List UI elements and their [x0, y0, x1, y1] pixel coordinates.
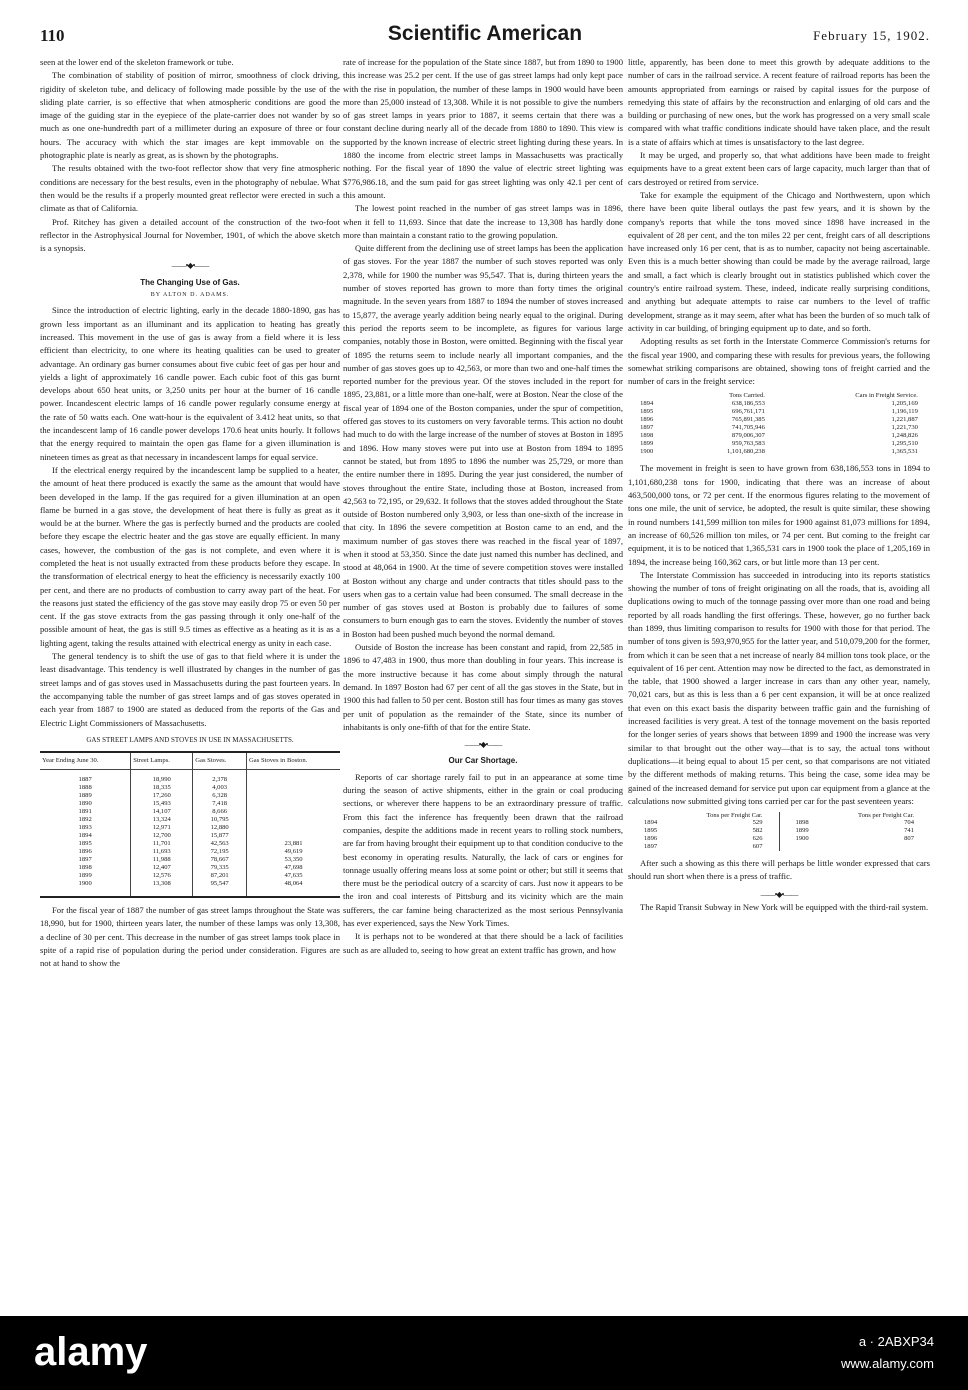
table-row — [40, 856, 340, 864]
paragraph: Outside of Boston the increase has been constant and rapid, from 22,585 in 1896 to 47,483 in 1900, thus more than doubling in four years. This increase is the more instructive because it has come about simply through the natural demand. In 1897 Boston had 67 per cent of all the gas stoves in the State, but in 1900 this had fallen to 50 per cent. Boston still has four times as many gas stoves per unit of population as the remainder of the State, since its number of inhabitants is only one-fifth of that for the entire State. — [343, 642, 623, 732]
table-cell: 18,335 — [131, 784, 193, 792]
table-cell: 959,763,583 — [731, 440, 765, 448]
column-header: Street Lamps. — [131, 752, 193, 770]
table-row — [644, 827, 763, 835]
table-row — [640, 408, 918, 416]
table-cell: 2,378 — [193, 770, 247, 785]
table-row — [40, 864, 340, 872]
table-cell: 13,308 — [131, 880, 193, 897]
table-cell: 1,295,510 — [891, 440, 918, 448]
table-row — [640, 416, 918, 424]
paragraph: Since the introduction of electric lighting, early in the decade 1880-1890, gas has grown less important as an illuminant and its application to heating has greatly increased. This movement in the use of gas is away from a field where it is less efficient than electricity, to one where its heating qualities can be used to greater advantage. An ordinary gas burner consumes about five cubic feet of gas per hour and yields a light of approximately 16 candle power. Each cubic foot of this gas burnt develops about 650 heat units, or 3,250 units per hour at the burner of 16 candle power. Incandescent electric lamps of 16 candle power regularly consume energy at the rate of 50 watts each. One watt-hour is the equivalent of 3.412 heat units, so that the incandescent lamp of 16 candle power develops 170.6 heat units hourly. It follows that the energy required to maintain the open gas flame for a given illumination is nineteen times as great as that necessary in incandescent lamps for equal service. — [40, 305, 340, 462]
table-cell: 4,003 — [193, 784, 247, 792]
table-row — [644, 819, 763, 827]
paragraph: seen at the lower end of the skeleton framework or tube. — [40, 57, 234, 67]
table-cell: 12,407 — [131, 864, 193, 872]
byline: BY ALTON D. ADAMS. — [150, 292, 230, 299]
table-cell: 6,328 — [193, 792, 247, 800]
table-cell: 1,221,887 — [891, 416, 918, 424]
table-row — [40, 848, 340, 856]
tons-value: 607 — [752, 843, 763, 851]
column-header: Year Ending June 30. — [40, 752, 131, 770]
table-cell: 1891 — [40, 808, 131, 816]
table-cell: 7,418 — [193, 800, 247, 808]
page-header — [40, 22, 930, 52]
paragraph: The results obtained with the two-foot reflector show that very fine atmospheric conditions are necessary for the best results, even in the photography of nebulae. What then would be the results if a properly mounted great reflector were erected in such a climate as that of California. — [40, 163, 340, 214]
table-cell: 1890 — [40, 800, 131, 808]
table-row — [640, 448, 918, 456]
table-cell: 12,880 — [193, 824, 247, 832]
paragraph: For the fiscal year of 1887 the number of gas street lamps throughout the State was 18,990, but for 1900, thirteen years later, the number of these lamps was only 13,308, a decline of 30 per cent. This decrease in the number of gas street lamps took place in spite of a rapid rise of population during the period under consideration. Figures are not at hand to show the — [40, 905, 340, 969]
paragraph: Adopting results as set forth in the Interstate Commerce Commission's returns for the fiscal year 1900, and comparing these with results for previous years, the following somewhat striking comparisons are obtained, showing tons of freight carried and the number of cars in the freight service: — [628, 336, 930, 387]
table-cell — [247, 792, 340, 800]
paragraph: Prof. Ritchey has given a detailed account of the construction of the two-foot reflector in the Astrophysical Journal for November, 1901, of which the above sketch is a synopsis. — [40, 216, 340, 254]
table-cell: 1894 — [40, 832, 131, 840]
table-cell: 14,107 — [131, 808, 193, 816]
table-cell: 1895 — [40, 840, 131, 848]
table-cell: 1,365,531 — [891, 448, 918, 456]
table-cell: 1,221,730 — [891, 424, 918, 432]
table-cell: 12,576 — [131, 872, 193, 880]
table-row — [40, 816, 340, 824]
freight-table — [640, 392, 918, 456]
article-title: The Changing Use of Gas. — [140, 277, 240, 287]
table-row — [40, 792, 340, 800]
table-cell: 1,248,826 — [891, 432, 918, 440]
table-cell — [247, 808, 340, 816]
column-header: Tons per Freight Car. — [858, 812, 914, 820]
masthead: Scientific American — [387, 22, 583, 45]
table-cell: 78,667 — [193, 856, 247, 864]
tons-per-car-table — [628, 812, 930, 851]
paragraph: Quite different from the declining use of street lamps has been the application of gas stoves. For the year 1887 the number of such stoves reported was only 2,378, while for 1900 the number was 95,547. That is, during thirteen years the number of stoves reported has grown to more than forty times the original magnitude. In the seven years from 1887 to 1894 the number of stoves increased to 15,877, the average yearly addition being nearly equal to the original. During this period the reports seem to be incomplete, as figures for various large companies, notably those in Boston, were omitted. Beginning with the fiscal year of 1895 the returns seem to include nearly all important companies, and the number of gas stoves goes up to 42,563, or more than two and one-half times the reported number for the previous year. Of the stoves included in the report for 1895, 23,881, or a little more than one-half, were at Boston. Near the close of the fiscal year of 1894 one of the Boston companies, under the spur of competition, offered gas stoves to its customers on very favorable terms. This action no doubt had much to do with the large increase of the number of stoves at Boston in 1895 and 1896. How many stoves were put into use at Boston from 1894 to 1895 cannot be stated, but from 1895 to 1896 the number was 25,729, or more than the entire number there in 1895. During the year just considered, the number of stoves throughout the entire State, including those at Boston, increased from 42,563 to 72,195, or 29,632. It follows that the stoves added throughout the State outside of Boston numbered only 3,903, or less than one-sixth of the increase in that city. In 1896 the severe competition at Boston came to an end, and the maximum number of gas stoves there was reached in the fiscal year of 1897, when it stood at 53,350. Since the date just named this number has declined, and stood at 48,064 in 1900. At the time of severe competition stoves were installed at Boston without any charge and under contracts that titles should pass to the users when gas to a certain value had been consumed. The small decrease in the number of gas stoves used at Boston is probably due to failures of some consumers to burn enough gas to earn the stoves. Evidently the number of stoves in Boston had been pushed much beyond the normal demand. — [343, 243, 623, 639]
table-row — [40, 840, 340, 848]
table-cell: 1889 — [40, 792, 131, 800]
table-cell: 1,205,169 — [891, 400, 918, 408]
table-cell: 879,006,307 — [731, 432, 765, 440]
table-cell: 15,493 — [131, 800, 193, 808]
table-cell: 42,563 — [193, 840, 247, 848]
table-cell: 1897 — [40, 856, 131, 864]
table-row — [796, 827, 915, 835]
column-header: Cars in Freight Service. — [855, 392, 918, 400]
paragraph: It is perhaps not to be wondered at that there should be a lack of facilities such as are alluded to, seeing to how great an extent traffic has grown, and how — [343, 931, 623, 955]
table-cell: 1898 — [40, 864, 131, 872]
paragraph: Take for example the equipment of the Chicago and Northwestern, upon which there have been quite liberal outlays the past few years, and it is shown by the company's reports that while the tons moved since 1898 have increased in the equivalent of 28 per cent, and the ton miles 22 per cent, freight cars of all descriptions have increased only 16 per cent, that is as to number, capacity not being ascertainable. Even this is a much better showing than could be made by the average railroad, large and small, a fact which is clearly brought out in statistics published which cover the country's entire railroad system. These, indeed, indicate really surprising conditions, and anything but adequate attempts to raise car numbers to the level of traffic development, strange as it may seem, after what has been the burden of so much talk of activity in car building, of bringing equipment up to date, and so forth. — [628, 189, 930, 333]
table-row — [644, 835, 763, 843]
table-cell: 47,635 — [284, 872, 303, 880]
table-row — [640, 440, 918, 448]
table-row — [640, 432, 918, 440]
year: 1900 — [795, 835, 809, 843]
table-cell — [247, 832, 340, 840]
column-3 — [628, 56, 930, 914]
table-cell: 1897 — [640, 424, 654, 432]
table-cell: 1892 — [40, 816, 131, 824]
year: 1898 — [795, 819, 809, 827]
watermark-band — [0, 1316, 968, 1390]
table-row — [40, 800, 340, 808]
paragraph: The Rapid Transit Subway in New York will be equipped with the third-rail system. — [640, 902, 929, 913]
column-2 — [343, 56, 623, 957]
table-cell: 696,761,171 — [731, 408, 765, 416]
table-cell: 15,877 — [193, 832, 247, 840]
column-header: Gas Stoves in Boston. — [247, 752, 340, 770]
year: 1896 — [644, 835, 658, 843]
table-cell: 1894 — [640, 400, 654, 408]
table-row — [40, 808, 340, 816]
table-cell: 18,990 — [131, 770, 193, 785]
tons-value: 741 — [904, 827, 914, 835]
table-cell: 1887 — [40, 770, 131, 785]
issue-date: February 15, 1902. — [813, 28, 930, 43]
article-title: Our Car Shortage. — [448, 756, 518, 766]
tons-value: 807 — [904, 835, 914, 843]
table-cell: 11,701 — [131, 840, 193, 848]
table-cell: 17,260 — [131, 792, 193, 800]
year: 1897 — [644, 843, 658, 851]
table-cell: 13,324 — [131, 816, 193, 824]
table-row — [640, 424, 918, 432]
tons-value: 704 — [904, 819, 914, 827]
table-cell: 765,891,385 — [731, 416, 765, 424]
paragraph: The lowest point reached in the number of gas street lamps was in 1896, when it fell to 11,693. Since that date the increase to 13,308 has hardly done more than maintain a constant ratio to the growing population. — [343, 203, 623, 240]
table-cell: 48,064 — [284, 880, 303, 888]
table-cell: 1893 — [40, 824, 131, 832]
watermark-url: www.alamy.com — [841, 1356, 934, 1371]
table-cell: 1896 — [640, 416, 654, 424]
table-cell: 1,196,119 — [891, 408, 918, 416]
table-cell: 12,700 — [131, 832, 193, 840]
table-cell: 1900 — [40, 880, 131, 897]
table-row — [796, 835, 915, 843]
table-cell: 1895 — [640, 408, 654, 416]
paragraph: Reports of car shortage rarely fail to put in an appearance at some time during the season of active shipments, either in the grain or coal producing sections, or wherever there happens to be an extraordinary pressure of traffic. From this fact the inference has frequently been drawn that the railroad companies, despite the additions made in recent years to rolling stock numbers, are far from having brought their equipment up to that condition conducive to the best economy in operating results. Naturally, the lack of cars or engines for tonnage usually offering means loss at some point or other; but still it seems that there must be the periodical outcry of a scarcity of cars. Just now it appears to be the iron and coal interests of Pittsburg and its vicinity which are the main sufferers, the car famine being characterized as the most serious Pennsylvania has ever experienced, says the New York Times. — [343, 771, 623, 928]
tons-value: 582 — [752, 827, 763, 835]
tons-value: 529 — [752, 819, 763, 827]
year: 1895 — [644, 827, 658, 835]
column-header: Tons per Freight Car. — [706, 812, 763, 820]
paragraph: The general tendency is to shift the use of gas to that field where it is under the least disadvantage. This tendency is well illustrated by changes in the number of gas street lamps and of gas stoves used in Massachusetts during the past fourteen years. In the accompanying table the number of gas street lamps and of gas stoves operated in each year from 1887 to 1900 are stated as deduced from the reports of the Gas and Electric Light Commissioners of Massachusetts. — [40, 651, 340, 728]
table-cell: 23,881 — [284, 840, 303, 848]
table-row — [644, 843, 763, 851]
table-row — [40, 880, 340, 897]
table-cell: 1888 — [40, 784, 131, 792]
ornament-divider: ——•◆•—— — [464, 740, 502, 750]
table-cell: 1900 — [640, 448, 654, 456]
ornament-divider: ——•◆•—— — [171, 261, 209, 271]
table-cell: 8,666 — [193, 808, 247, 816]
table-cell: 95,547 — [193, 880, 247, 897]
table-cell — [247, 800, 340, 808]
table-row — [40, 824, 340, 832]
year: 1899 — [795, 827, 809, 835]
column-1 — [40, 56, 340, 971]
paragraph: The movement in freight is seen to have grown from 638,186,553 tons in 1894 to 1,101,680,238 tons for 1900, indicating that there was an increase of about 463,500,000 tons, or 72 per cent. If the enormous figures relating to the movement of tons one mile, the unit of service, be adopted, the result is quite similar, these showing in round numbers 141,599 million ton miles for 1900 against 81,073 millions for 1894, an increase of 60,526 million ton miles, or 74 per cent. But coming to the freight car equipment, it is to be noticed that 1,365,531 cars in 1900 took the place of 1,205,169 in 1894, the increase being 160,362 cars, or but little more than 13 per cent. — [628, 463, 930, 567]
table-cell: 72,195 — [193, 848, 247, 856]
table-cell: 1899 — [640, 440, 654, 448]
table-cell — [247, 824, 340, 832]
paragraph: It may be urged, and properly so, that what additions have been made to freight equipments have to a great extent been cars of large capacity, much larger than that of cars destroyed or retired from service. — [628, 150, 930, 187]
table-cell: 12,971 — [131, 824, 193, 832]
table-cell: 87,201 — [193, 872, 247, 880]
paragraph: The Interstate Commission has succeeded in introducing into its reports statistics showing the number of tons of freight originating on all the roads, that is, avoiding all duplications owing to much of the tonnage passing over more than one road and being reported by all roads handling the first offerings. These, however, go no further back than 1899, thus limiting comparison to results for 1900 with those for that period. The number of tons given is 593,970,955 for the latter year, and 510,079,200 for the former, from which it can be seen that a net increase of nearly 84 million tons took place, or the equivalent of 16 per cent. Attention may now be directed to the fact, as demonstrated in the table, that 1900 showed a larger increase in cars than any other year, namely, 70,021 cars, but as this is less than a 6 per cent expansion, it will be at once realized that even on this exact basis the disparity between traffic gain and the furnishing of increased facilities is very great. A test of the tonnage movement on the basis reported for the longer series of years shows that between 1899 and 1900 the increase was very similar to that brought out the other way—that is to say, the actual tons without duplications—it being equal to about 15 per cent, so that comparisons are not vitiated by the different methods of making returns. This being the case, some idea may be gained of the increased demand for service put upon car equipment from a glance at the calculations now submitted giving tons carried per car for the past seventeen years: — [628, 569, 930, 806]
table-row — [40, 872, 340, 880]
table-cell: 10,795 — [193, 816, 247, 824]
image-id: a · 2ABXP34 — [858, 1334, 934, 1349]
gas-table — [40, 751, 340, 898]
table-cell: 47,698 — [284, 864, 303, 872]
table-row — [40, 784, 340, 792]
table-cell: 49,619 — [284, 848, 303, 856]
table-cell: 1,101,680,238 — [726, 448, 765, 456]
table-cell: 11,988 — [131, 856, 193, 864]
table-cell: 79,335 — [193, 864, 247, 872]
ornament-divider: ——•◆•—— — [760, 889, 798, 899]
table-cell: 741,705,946 — [731, 424, 765, 432]
table-row — [40, 770, 340, 785]
table-cell: 53,350 — [284, 856, 303, 864]
table-cell: 11,693 — [131, 848, 193, 856]
paragraph: If the electrical energy required by the incandescent lamp be supplied to a heater, the amount of heat there produced is exactly the same as the amount that would have been developed in the lamp. If the gas required for a given illumination at an open flame be burned in a gas stove, the development of heat there is fully as great as it would be at the burner. Where the gas is perfectly burned and the products are cooled before they escape the electric heater and the gas stove are equally efficient. In many cases, however, the combustion of the gas is not complete, and even where it is completed the heat is not usually extracted from these products before they escape. In the transformation of electrical energy to heat the efficiency is necessarily exactly 100 per cent, and there are no products of combustion to carry away part of the heat. For the reasons just stated the efficiency of the gas stove may easily drop 75 or even 50 per cent. If the gas stove extracts from the gas passing through it only one-half of the possible amount of heat, the gas is still 9.5 times as effective as a heating as it is as a lighting agent, taking the results attained with electrical energy as unity in each case. — [40, 464, 340, 648]
alamy-logo: alamy — [34, 1330, 148, 1374]
table-cell — [247, 784, 340, 792]
table-cell — [247, 816, 340, 824]
paragraph: rate of increase for the population of the State since 1887, but from 1890 to 1900 this increase was 25.2 per cent. If the use of gas street lamps had only kept pace with the rise in population, the number of these lamps in 1900 would have been more than 25,000 instead of 13,308. While it is not possible to give the numbers of gas street lamps in years prior to 1887, it seems certain that there was a constant decline during nearly all of the decade from 1880 to 1890. This view is supported by the known increase of electric street lighting during these years. In 1880 the income from electric street lamps in Massachusetts was practically nothing. For the fiscal year of 1890 the value of electric street lighting was $776,986.18, and the sum paid for gas street lighting was only 42.1 per cent of this amount. — [343, 57, 623, 200]
paragraph: After such a showing as this there will perhaps be little wonder expressed that cars should run short when there is a press of traffic. — [628, 858, 930, 882]
table-cell: 1896 — [40, 848, 131, 856]
column-header: Gas Stoves. — [193, 752, 247, 770]
table-cell — [247, 770, 340, 785]
column-header: Tons Carried. — [729, 392, 765, 400]
table-cell: 638,186,553 — [731, 400, 765, 408]
tons-value: 626 — [752, 835, 763, 843]
paragraph: little, apparently, has been done to meet this growth by adequate additions to the number of cars in the railroad service. A recent feature of railroad reports has been the amounts appropriated from earnings or raised by capital issues for the purpose of remedying this state of affairs by the reconstruction and enlarging of old cars and the building or purchasing of new ones, but the work has progressed on a very small scale compared with what traffic conditions indicate should have taken place, and the result is a state of affairs which at times is unsatisfactory to the last degree. — [628, 57, 930, 147]
table-row — [640, 400, 918, 408]
table-caption: GAS STREET LAMPS AND STOVES IN USE IN MASSACHUSETTS. — [86, 735, 294, 744]
page-number: 110 — [40, 26, 65, 45]
table-row — [40, 832, 340, 840]
table-cell: 1899 — [40, 872, 131, 880]
table-row — [796, 819, 915, 827]
table-cell: 1898 — [640, 432, 654, 440]
paragraph: The combination of stability of position of mirror, smoothness of clock driving, rigidity of skeleton tube, and delicacy of following made possible by the use of the sliding plate carrier, is so effective that when atmospheric conditions are good the image of the guiding star in the eyepiece of the plate-carrier does not wander by so much as one one-hundredth part of a millimeter during an exposure of three or four hours. The accuracy with which the star images are kept immovable on the photographic plate is nearly as great, as is shown by the photographs. — [40, 70, 340, 161]
year: 1894 — [644, 819, 658, 827]
